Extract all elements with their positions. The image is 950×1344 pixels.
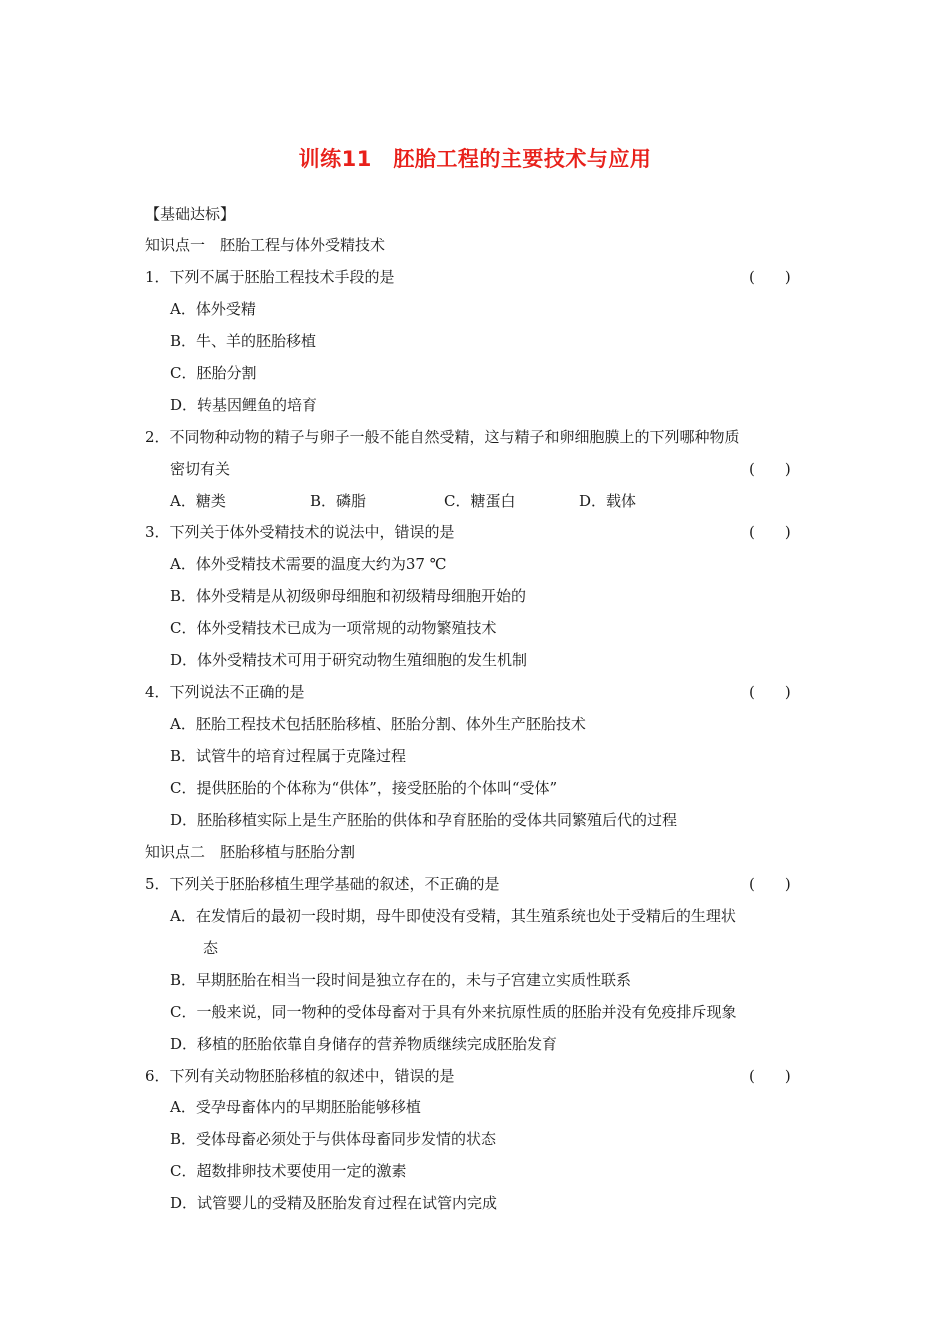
question-1-option-b: B．牛、羊的胚胎移植 (170, 332, 317, 350)
answer-blank-1: ( ) (749, 268, 791, 286)
question-5-option-b: B．早期胚胎在相当一段时间是独立存在的，未与子宫建立实质性联系 (170, 971, 632, 989)
question-1-option-d: D．转基因鲤鱼的培育 (170, 396, 318, 414)
question-3-option-d: D．体外受精技术可用于研究动物生殖细胞的发生机制 (170, 651, 528, 669)
question-2-option-c: C．糖蛋白 (444, 492, 516, 510)
question-4-option-d: D．胚胎移植实际上是生产胚胎的供体和孕育胚胎的受体共同繁殖后代的过程 (170, 811, 678, 829)
question-2-option-b: B．磷脂 (310, 492, 367, 510)
question-2-option-a: A．糖类 (170, 492, 226, 510)
question-5-option-a: A．在发情后的最初一段时期，母牛即使没有受精，其生殖系统也处于受精后的生理状 (170, 907, 736, 925)
answer-blank-2: ( ) (749, 460, 791, 478)
page-title: 训练11 胚胎工程的主要技术与应用 (298, 147, 652, 171)
section-knowledge-point-2: 知识点二 胚胎移植与胚胎分割 (145, 843, 356, 861)
question-1-stem: 1．下列不属于胚胎工程技术手段的是 (145, 268, 395, 286)
question-6-option-c: C．超数排卵技术要使用一定的激素 (170, 1162, 407, 1180)
question-1-option-c: C．胚胎分割 (170, 364, 257, 382)
question-6-option-a: A．受孕母畜体内的早期胚胎能够移植 (170, 1098, 421, 1116)
question-2-stem-continued: 密切有关 (170, 460, 231, 478)
answer-blank-5: ( ) (749, 875, 791, 893)
question-6-stem: 6．下列有关动物胚胎移植的叙述中，错误的是 (145, 1067, 455, 1085)
question-2-option-d: D．载体 (579, 492, 637, 510)
question-4-option-a: A．胚胎工程技术包括胚胎移植、胚胎分割、体外生产胚胎技术 (170, 715, 586, 733)
answer-blank-3: ( ) (749, 523, 791, 541)
question-6-option-d: D．试管婴儿的受精及胚胎发育过程在试管内完成 (170, 1194, 498, 1212)
question-5-option-a-continued: 态 (203, 939, 219, 957)
question-6-option-b: B．受体母畜必须处于与供体母畜同步发情的状态 (170, 1130, 497, 1148)
question-3-option-b: B．体外受精是从初级卵母细胞和初级精母细胞开始的 (170, 587, 527, 605)
question-2-stem: 2．不同物种动物的精子与卵子一般不能自然受精，这与精子和卵细胞膜上的下列哪种物质 (145, 428, 740, 446)
section-basic: 【基础达标】 (145, 205, 236, 223)
question-3-stem: 3．下列关于体外受精技术的说法中，错误的是 (145, 523, 455, 541)
question-3-option-a: A．体外受精技术需要的温度大约为37 ℃ (170, 555, 447, 573)
question-1-option-a: A．体外受精 (170, 300, 256, 318)
question-3-option-c: C．体外受精技术已成为一项常规的动物繁殖技术 (170, 619, 497, 637)
question-4-option-b: B．试管牛的培育过程属于克隆过程 (170, 747, 407, 765)
question-5-stem: 5．下列关于胚胎移植生理学基础的叙述，不正确的是 (145, 875, 500, 893)
question-4-stem: 4．下列说法不正确的是 (145, 683, 305, 701)
answer-blank-6: ( ) (749, 1067, 791, 1085)
question-4-option-c: C．提供胚胎的个体称为“供体”，接受胚胎的个体叫“受体” (170, 779, 558, 797)
section-knowledge-point-1: 知识点一 胚胎工程与体外受精技术 (145, 236, 386, 254)
question-5-option-c: C．一般来说，同一物种的受体母畜对于具有外来抗原性质的胚胎并没有免疫排斥现象 (170, 1003, 737, 1021)
question-5-option-d: D．移植的胚胎依靠自身储存的营养物质继续完成胚胎发育 (170, 1035, 558, 1053)
answer-blank-4: ( ) (749, 683, 791, 701)
